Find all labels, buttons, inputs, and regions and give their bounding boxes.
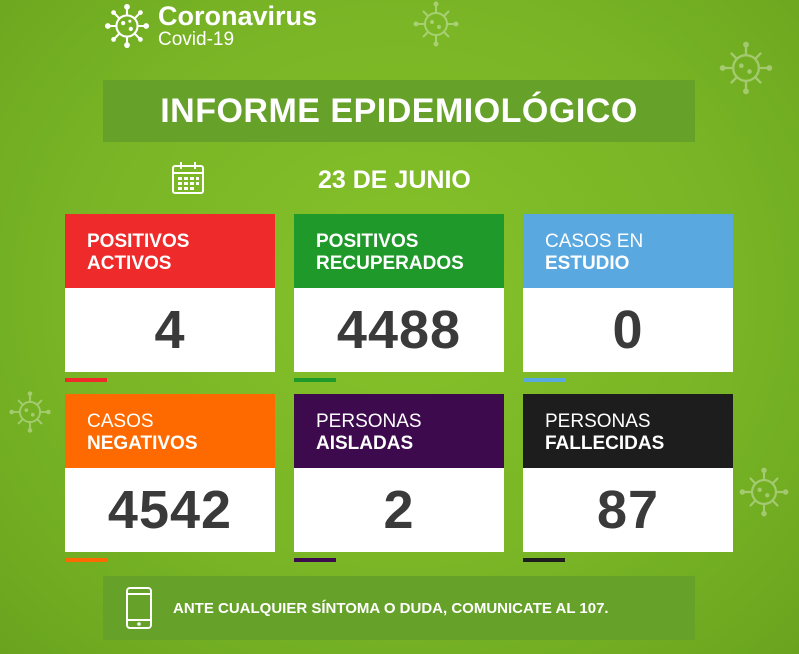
card-label-line2: FALLECIDAS	[545, 433, 665, 454]
card-label-line2: ACTIVOS	[87, 253, 172, 274]
card-label-line1: POSITIVOS	[316, 231, 419, 252]
card-header	[523, 394, 733, 468]
brand-header	[104, 2, 317, 50]
card-accent	[523, 378, 565, 382]
card-accent	[523, 558, 565, 562]
virus-icon	[8, 390, 52, 434]
card-value: 0	[523, 288, 733, 372]
card-accent	[65, 378, 107, 382]
card-header	[65, 214, 275, 288]
card-label-line1: POSITIVOS	[87, 231, 190, 252]
virus-icon	[738, 466, 790, 518]
card-label-line1: CASOS	[87, 411, 154, 432]
footer-message: ANTE CUALQUIER SÍNTOMA O DUDA, COMUNICATE AL 107.	[173, 599, 609, 617]
card-casos-negativos	[65, 394, 275, 562]
virus-icon	[412, 0, 460, 48]
card-label-line1: PERSONAS	[545, 411, 651, 432]
card-value: 87	[523, 468, 733, 552]
virus-icon	[718, 40, 774, 96]
card-personas-fallecidas	[523, 394, 733, 562]
card-value: 2	[294, 468, 504, 552]
report-title: INFORME EPIDEMIOLÓGICO	[160, 91, 638, 130]
card-header	[523, 214, 733, 288]
card-value: 4	[65, 288, 275, 372]
phone-icon	[125, 586, 153, 630]
card-label-line2: ESTUDIO	[545, 253, 630, 274]
card-value: 4542	[65, 468, 275, 552]
card-accent	[65, 558, 107, 562]
footer-bar	[103, 576, 695, 640]
card-label-line2: AISLADAS	[316, 433, 414, 454]
card-label-line1: CASOS EN	[545, 231, 644, 252]
card-accent	[294, 378, 336, 382]
card-personas-aisladas	[294, 394, 504, 562]
card-header	[65, 394, 275, 468]
card-value: 4488	[294, 288, 504, 372]
card-label-line2: NEGATIVOS	[87, 433, 198, 454]
virus-icon	[104, 3, 150, 49]
brand-title: Coronavirus	[158, 1, 318, 31]
report-title-bar	[103, 80, 695, 142]
card-header	[294, 394, 504, 468]
calendar-icon	[170, 160, 206, 196]
card-label-line2: RECUPERADOS	[316, 253, 464, 274]
report-date: 23 DE JUNIO	[318, 166, 471, 194]
card-positivos-recuperados	[294, 214, 504, 382]
card-label-line1: PERSONAS	[316, 411, 422, 432]
card-header	[294, 214, 504, 288]
card-positivos-activos	[65, 214, 275, 382]
card-accent	[294, 558, 336, 562]
card-casos-en-estudio	[523, 214, 733, 382]
brand-subtitle: Covid-19	[158, 29, 235, 50]
